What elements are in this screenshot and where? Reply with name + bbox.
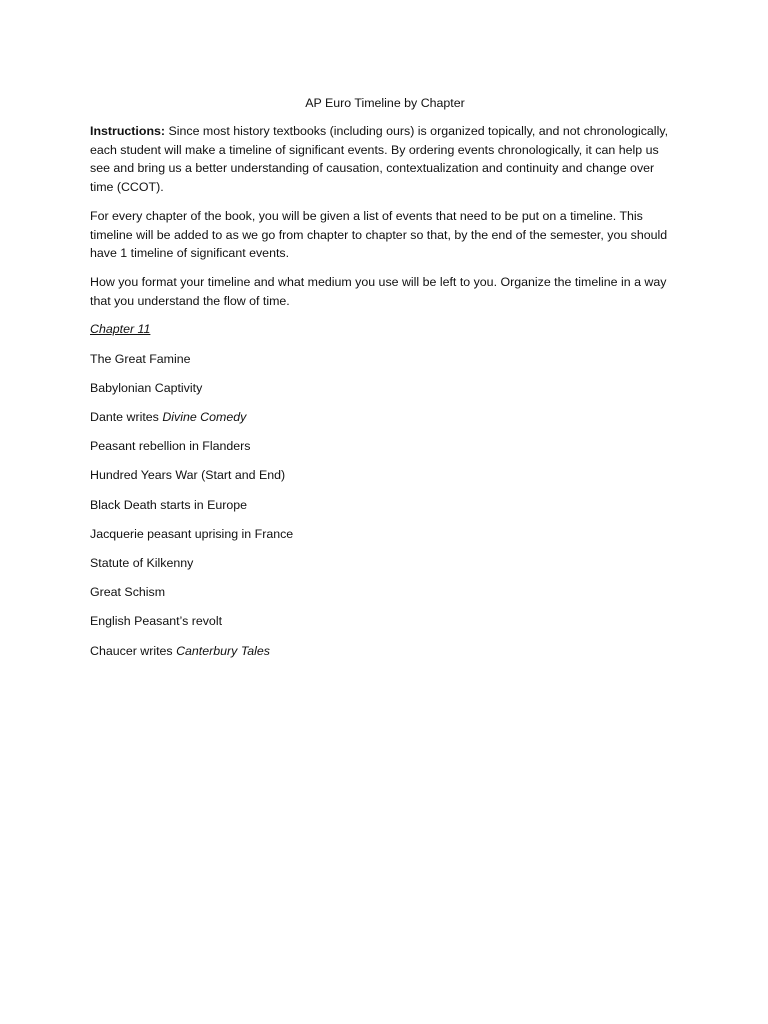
timeline-description-paragraph: For every chapter of the book, you will be given a list of events that need to be put on a timeline. This timeline will be added to as we go from chapter to chapter so that, by the end of the semester, you should have 1 timeline of significant events. — [90, 208, 668, 261]
instructions-text: Since most history textbooks (including ours) is organized topically, and not chronologically, each student will make a timeline of significant events. By ordering events chronologically, it can help us see and bring us a better understanding of causation, contextualization and continuity and change over time (CCOT). — [90, 124, 669, 195]
event-text: The Great Famine — [90, 351, 191, 366]
event-text: Black Death starts in Europe — [90, 497, 248, 512]
event-item — [90, 408, 680, 427]
document-page — [90, 94, 680, 671]
event-item — [90, 554, 680, 573]
event-text: Statute of Kilkenny — [90, 555, 194, 570]
event-item — [90, 525, 680, 544]
event-item — [90, 379, 680, 398]
event-text: Babylonian Captivity — [90, 380, 203, 395]
format-paragraph: How you format your timeline and what medium you use will be left to you. Organize the timeline in a way that you understand the flow of time. — [90, 274, 667, 308]
document-title: AP Euro Timeline by Chapter — [305, 96, 465, 110]
chapter-heading: Chapter 11 — [90, 322, 151, 337]
event-text: Chaucer writes — [90, 643, 177, 658]
event-text: English Peasant’s revolt — [90, 614, 223, 629]
event-list — [90, 350, 680, 661]
event-item — [90, 583, 680, 602]
event-italic: Canterbury Tales — [176, 643, 270, 658]
event-text: Peasant rebellion in Flanders — [90, 439, 251, 454]
event-text: Hundred Years War (Start and End) — [90, 468, 286, 483]
event-text: Dante writes — [90, 409, 163, 424]
event-italic: Divine Comedy — [162, 409, 247, 424]
instructions-label: Instructions: — [90, 124, 166, 138]
event-item — [90, 466, 680, 485]
event-item — [90, 642, 680, 661]
event-text: Great Schism — [90, 585, 166, 600]
event-item — [90, 437, 680, 456]
event-item — [90, 496, 680, 515]
instructions-paragraph — [90, 122, 680, 197]
event-item — [90, 350, 680, 369]
event-item — [90, 612, 680, 631]
event-text: Jacquerie peasant uprising in France — [90, 526, 294, 541]
